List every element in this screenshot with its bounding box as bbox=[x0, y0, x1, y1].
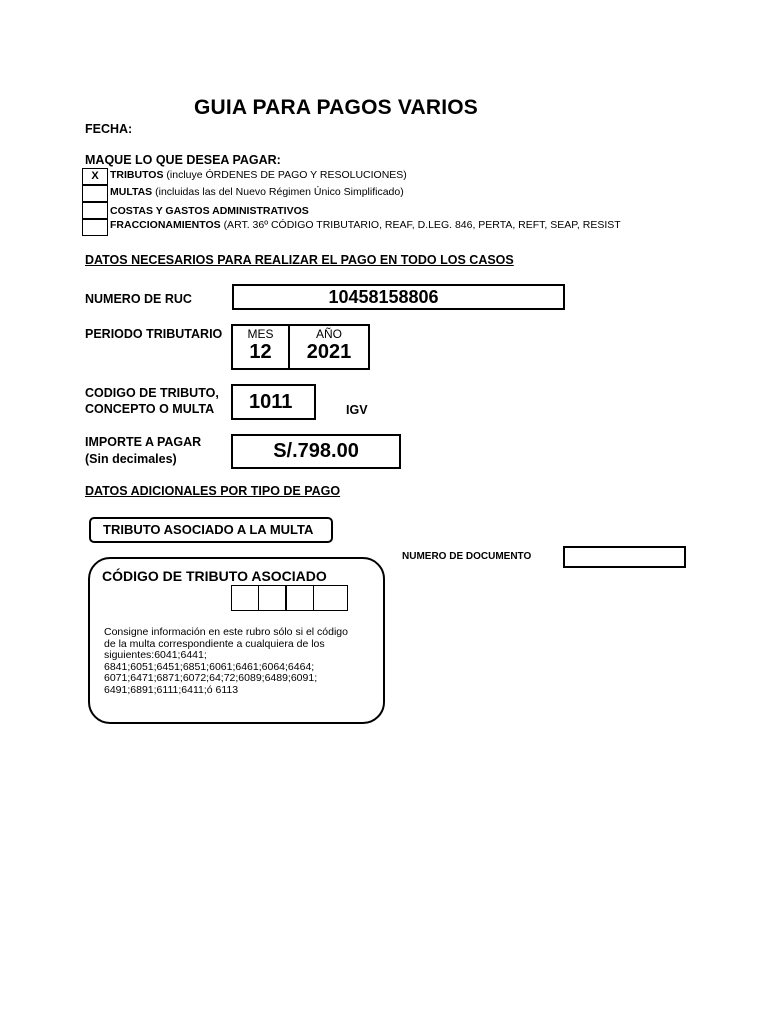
checkbox-multas[interactable] bbox=[82, 185, 108, 202]
note-line: 6491;6891;6111;6411;ó 6113 bbox=[104, 683, 239, 696]
codigo-asociado-note bbox=[104, 627, 348, 697]
page-title: GUIA PARA PAGOS VARIOS bbox=[193, 96, 479, 119]
marque-label: MAQUE LO QUE DESEA PAGAR: bbox=[85, 153, 281, 167]
note-line: 6071;6471;6871;6072;64;72;6089;6489;6091; bbox=[104, 672, 318, 685]
codigo-asociado-digit-3[interactable] bbox=[286, 585, 314, 611]
checkbox-tributos[interactable]: X bbox=[82, 168, 108, 185]
ruc-value: 10458158806 bbox=[328, 287, 439, 307]
codigo-label-line2: CONCEPTO O MULTA bbox=[85, 402, 215, 416]
checkbox-fraccionamientos[interactable] bbox=[82, 219, 108, 236]
anio-value: 2021 bbox=[306, 341, 352, 363]
option-fraccionamientos-name: FRACCIONAMIENTOS bbox=[110, 219, 221, 231]
codigo-asociado-panel bbox=[88, 557, 385, 724]
numero-documento-field[interactable] bbox=[563, 546, 686, 568]
importe-label-line2: (Sin decimales) bbox=[85, 452, 177, 466]
option-multas-detail: (incluidas las del Nuevo Régimen Único Simplificado) bbox=[155, 186, 404, 198]
option-tributos-detail: (incluye ÓRDENES DE PAGO Y RESOLUCIONES) bbox=[166, 169, 407, 181]
importe-field[interactable] bbox=[231, 434, 401, 469]
option-tributos-name: TRIBUTOS bbox=[110, 169, 164, 181]
option-multas bbox=[110, 186, 404, 198]
periodo-label: PERIODO TRIBUTARIO bbox=[85, 327, 223, 341]
mes-value: 12 bbox=[249, 341, 272, 363]
note-line: de la multa correspondiente a cualquiera de los bbox=[104, 637, 325, 650]
option-costas-name: COSTAS Y GASTOS ADMINISTRATIVOS bbox=[110, 205, 309, 217]
note-line: siguientes:6041;6441; bbox=[104, 649, 207, 662]
importe-label-line1: IMPORTE A PAGAR bbox=[85, 435, 202, 449]
periodo-field[interactable] bbox=[231, 324, 370, 370]
tributo-asociado-tab-label: TRIBUTO ASOCIADO A LA MULTA bbox=[103, 522, 314, 537]
note-line: 6841;6051;6451;6851;6061;6461;6064;6464; bbox=[104, 660, 315, 673]
numero-documento-label: NUMERO DE DOCUMENTO bbox=[402, 551, 532, 562]
codigo-asociado-digit-2[interactable] bbox=[258, 585, 286, 611]
fecha-label: FECHA: bbox=[85, 122, 133, 136]
anio-label: AÑO bbox=[315, 327, 342, 341]
ruc-field[interactable] bbox=[232, 284, 565, 310]
option-tributos bbox=[110, 169, 407, 181]
option-multas-name: MULTAS bbox=[110, 186, 153, 198]
codigo-label-line1: CODIGO DE TRIBUTO, bbox=[85, 386, 219, 400]
section-datos-adicionales: DATOS ADICIONALES POR TIPO DE PAGO bbox=[85, 484, 341, 498]
tributo-asociado-tab bbox=[89, 517, 333, 543]
codigo-asociado-digit-4[interactable] bbox=[313, 585, 348, 611]
checkbox-costas[interactable] bbox=[82, 202, 108, 219]
codigo-value: 1011 bbox=[249, 391, 293, 413]
ruc-label: NUMERO DE RUC bbox=[85, 292, 192, 306]
section-datos-necesarios: DATOS NECESARIOS PARA REALIZAR EL PAGO EN TODO LOS CASOS bbox=[85, 253, 514, 267]
codigo-asociado-heading: CÓDIGO DE TRIBUTO ASOCIADO bbox=[102, 568, 327, 584]
codigo-field[interactable] bbox=[231, 384, 316, 420]
option-fraccionamientos-detail: (ART. 36º CÓDIGO TRIBUTARIO, REAF, D.LEG. 846, PERTA, REFT, SEAP, RESIST bbox=[223, 219, 621, 231]
importe-value: S/.798.00 bbox=[273, 440, 359, 462]
option-costas bbox=[110, 205, 309, 217]
codigo-asociado-digit-1[interactable] bbox=[231, 585, 259, 611]
option-fraccionamientos bbox=[110, 219, 621, 231]
mes-label: MES bbox=[247, 327, 274, 341]
note-line: Consigne información en este rubro sólo si el código bbox=[104, 626, 348, 638]
codigo-concept: IGV bbox=[346, 403, 368, 417]
